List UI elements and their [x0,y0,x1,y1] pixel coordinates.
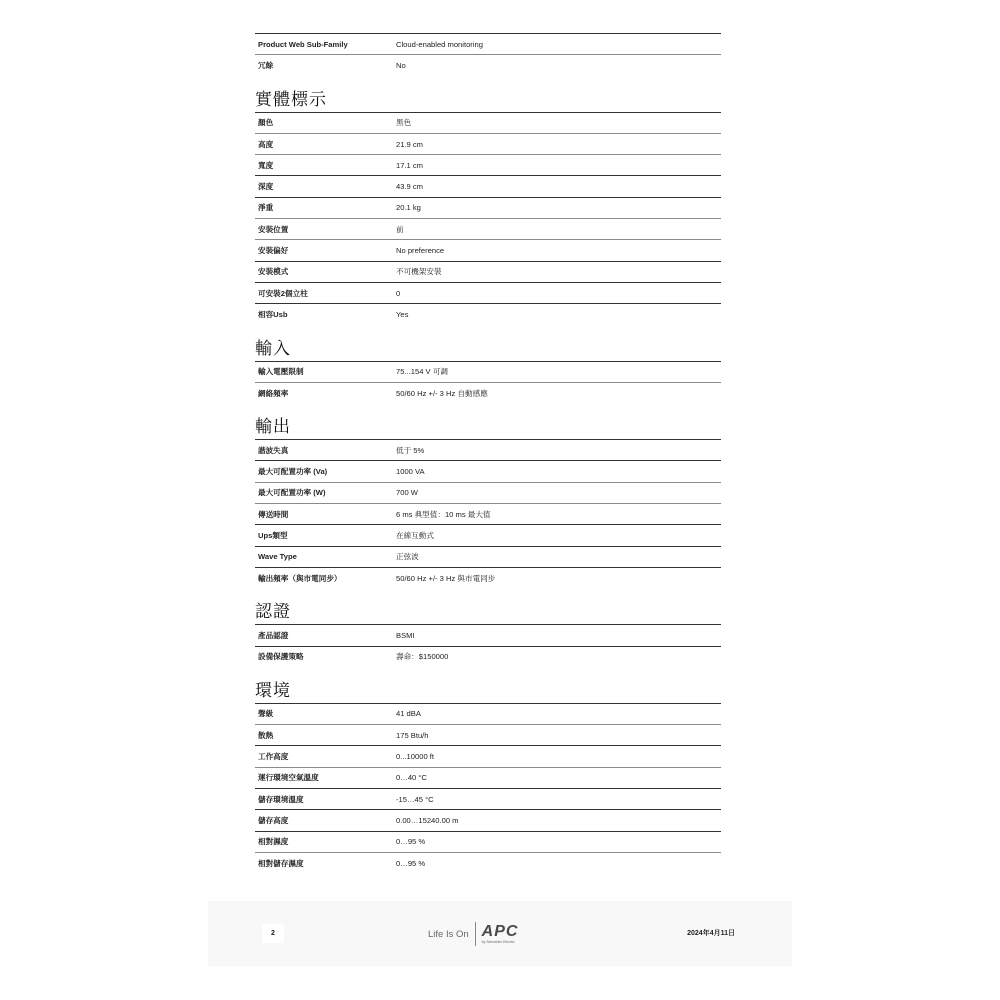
spec-row [255,831,721,852]
spec-label: 安裝位置 [258,224,289,234]
spec-value: 0…40 °C [396,773,427,783]
spec-label: 相對濕度 [258,837,289,847]
spec-value: No [396,60,406,70]
spec-row [255,767,721,788]
section-environment [255,679,721,873]
section-gap [255,76,721,88]
document-date: 2024年4月11日 [687,930,735,937]
spec-value: 壽命：$150000 [396,652,449,662]
section-input [255,337,721,404]
spec-label: 儲存高度 [258,815,289,825]
section-gap [255,325,721,337]
spec-value: 1000 VA [396,467,425,477]
spec-value: 0…95 % [396,858,426,868]
spec-label: 冗餘 [258,60,274,70]
spec-row [255,175,721,196]
spec-value: 50/60 Hz +/- 3 Hz 與市電同步 [396,573,496,583]
spec-row [255,33,721,54]
spec-row [255,197,721,218]
spec-value: 21.9 cm [396,139,424,149]
section-certification [255,600,721,667]
spec-row [255,460,721,481]
section-gap [255,588,721,600]
spec-row [255,745,721,766]
spec-label: Ups類型 [258,530,288,540]
spec-value: BSMI [396,630,415,640]
spec-row [255,788,721,809]
spec-label: 工作高度 [258,752,289,762]
apc-logo [482,924,519,945]
spec-row [255,646,721,667]
spec-label: Wave Type [258,552,297,562]
spec-row [255,361,721,382]
spec-value: 0...10000 ft [396,752,434,762]
spec-value: 20.1 kg [396,203,421,213]
spec-row [255,54,721,75]
spec-row [255,154,721,175]
brand-subline: by Schneider Electric [481,939,515,944]
spec-label: 聲級 [258,709,274,719]
spec-value: 50/60 Hz +/- 3 Hz 自動感應 [396,388,488,398]
spec-label: 淨重 [258,203,274,213]
spec-label: 輸出頻率（與市電同步） [258,573,342,583]
spec-label: 最大可配置功率 (Va) [258,467,328,477]
spec-label: 深度 [258,182,274,192]
spec-label: 運行環境空氣溫度 [258,773,319,783]
spec-label: 相容Usb [258,309,288,319]
spec-label: 寬度 [258,160,274,170]
spec-value: 前 [396,224,404,234]
spec-row [255,303,721,324]
brand-lockup [428,920,518,948]
spec-value: 正弦波 [396,552,419,562]
brand-name: APC [481,922,519,940]
spec-value: 6 ms 典型值：10 ms 最大值 [396,509,491,519]
spec-value: -15…45 °C [396,794,434,804]
spec-row [255,724,721,745]
brand-divider [475,922,476,946]
page-footer [208,901,792,966]
spec-value: 0 [396,288,401,298]
section-title: 實體標示 [255,89,327,109]
spec-label: 相對儲存濕度 [258,858,304,868]
spec-row [255,282,721,303]
spec-row [255,809,721,830]
spec-row [255,524,721,545]
spec-label: 輸入電壓限制 [258,367,304,377]
spec-value: No preference [396,246,445,256]
spec-label: 安裝模式 [258,267,289,277]
slogan: Life Is On [428,928,469,940]
section-title: 輸出 [255,417,291,437]
spec-label: 最大可配置功率 (W) [258,488,326,498]
section-title: 環境 [255,680,291,700]
spec-value: 低于 5% [396,445,425,455]
spec-label: 散熱 [258,730,274,740]
spec-label: 儲存環境溫度 [258,794,304,804]
spec-row [255,503,721,524]
section-output [255,415,721,588]
spec-value: 17.1 cm [396,160,424,170]
spec-row [255,624,721,645]
spec-value: 在線互動式 [396,530,434,540]
spec-row [255,703,721,724]
spec-value: Cloud-enabled monitoring [396,39,483,49]
spec-row [255,482,721,503]
spec-value: 175 Btu/h [396,730,429,740]
spec-row [255,112,721,133]
spec-row [255,567,721,588]
spec-row [255,439,721,460]
spec-row [255,546,721,567]
section-gap [255,667,721,679]
spec-label: 諧波失真 [258,445,289,455]
spec-value: 黑色 [396,118,412,128]
spec-value: 700 W [396,488,418,498]
spec-label: 可安裝2個立柱 [258,288,308,298]
page-number: 2 [262,924,284,943]
spec-label: 高度 [258,139,274,149]
spec-value: 0…95 % [396,837,426,847]
spec-label: 設備保護策略 [258,652,304,662]
spec-row [255,239,721,260]
spec-label: 安裝偏好 [258,246,289,256]
spec-value: 不可機架安裝 [396,267,442,277]
spec-document [255,33,721,873]
spec-row [255,382,721,403]
section-gap [255,403,721,415]
spec-row [255,852,721,873]
spec-value: 41 dBA [396,709,421,719]
spec-label: 產品認證 [258,630,289,640]
spec-value: 75...154 V 可調 [396,367,448,377]
spec-value: 0.00…15240.00 m [396,815,459,825]
section-physical [255,88,721,325]
section-title: 認證 [255,602,291,622]
spec-value: 43.9 cm [396,182,424,192]
section-title: 輸入 [255,338,291,358]
spec-row [255,218,721,239]
spec-row [255,261,721,282]
spec-value: Yes [396,309,409,319]
spec-label: 顏色 [258,118,274,128]
spec-label: 傳送時間 [258,509,289,519]
spec-label: Product Web Sub-Family [258,39,348,49]
top-spec-table [255,33,721,76]
spec-label: 網絡頻率 [258,388,289,398]
spec-row [255,133,721,154]
